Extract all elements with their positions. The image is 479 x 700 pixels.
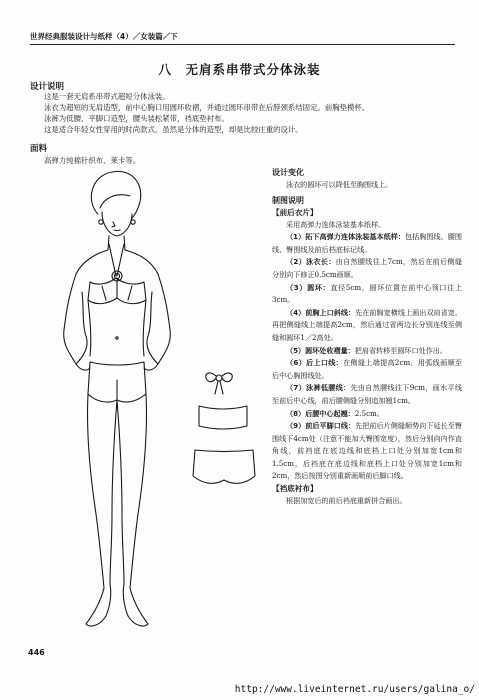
variation-heading: 设计变化 xyxy=(272,168,304,177)
pattern-step: （1）拓下高弹力连体泳装基本纸样：包括胸围线、腰围线、臀围线及前后档底标记线。 xyxy=(272,232,463,254)
watermark-url: http://www.liveinternet.ru/users/galina_o/ xyxy=(234,684,475,695)
top-flat xyxy=(199,406,247,429)
fabric-heading: 面料 xyxy=(30,144,48,154)
fashion-figure-illustration xyxy=(20,158,200,638)
running-header: 世界经典服装设计与纸样（4）／女装篇／下 xyxy=(30,32,178,41)
pattern-step: （4）前胸上口斜线：先在前胸宽横线上画出双肩省宽，再把侧缝线上端提高2cm，然后通过省两边长分别连线至侧缝和圆环1／2高处。 xyxy=(272,307,463,342)
design-note-1: 这是一套无肩系串带式超短分体泳装。 xyxy=(44,92,170,101)
pattern-intro: 采用高弹力连体泳装基本纸样。 xyxy=(286,219,386,229)
chapter-title: 八 无肩系串带式分体泳装 xyxy=(158,62,321,77)
design-notes-heading: 设计说明 xyxy=(30,82,65,92)
pattern-step: （7）泳裤低腰线：先由自然腰线往下9cm，画水平线至前后中心线，前后腰侧缝分别追加翘1cm。 xyxy=(272,383,462,405)
header-rule xyxy=(30,44,455,45)
front-back-heading: 【前后衣片】 xyxy=(272,207,318,217)
ring-icon xyxy=(216,375,222,381)
pattern-heading: 制图说明 xyxy=(272,195,304,205)
pattern-step: （8）后腰中心起翘：2.5cm。 xyxy=(286,408,384,418)
pattern-step: （9）前后平脚口线：先把前后片侧缝顺势向下延长至臀围线下4cm处（注意不能加大臀围宽度），然后分别向内作直角线，前裆底在底边线和底档上口处分别加宽1cm和1.5cm，后裆底在底边线和底档上口处分别加宽1cm和2cm，然后按图分别重新画顺前后脚口线。 xyxy=(272,421,463,481)
design-note-2: 泳衣为超短的无肩造型，前中心胸口用圆环收褶，并通过圆环串带在后脖颈系结固定。前胸垫模杯。 xyxy=(44,103,370,112)
pattern-instructions xyxy=(272,166,462,508)
variation-text: 泳衣的圆环可以降低至胸围线上。 xyxy=(286,180,393,189)
pattern-step: （2）泳衣长：由自然腰线往上7cm，然后在前后侧缝分别向下修正0.5cm画顺。 xyxy=(272,257,462,279)
pattern-step: （3）圆环：直径5cm，圆环位置在前中心领口往上3cm。 xyxy=(272,282,463,305)
design-note-3: 泳裤为低腰、平脚口造型，腰头装松紧带，裆底垫衬布。 xyxy=(44,114,229,123)
crotch-lining-heading: 【裆底衬布】 xyxy=(272,484,318,494)
page-number: 446 xyxy=(28,648,45,657)
pattern-step: （5）圆环处收褶量：把肩省转移至圆环口处作出。 xyxy=(286,345,447,355)
garment-flats-illustration xyxy=(185,360,275,510)
crotch-lining-text: 根据加宽后的前后裆底重新拼合画出。 xyxy=(286,496,407,506)
pattern-step: （6）后上口线：在侧缝上端提高2cm，用弧线画顺至后中心胸围线处。 xyxy=(272,358,462,380)
bottom-flat xyxy=(193,450,255,483)
design-note-4: 这是适合年轻女性穿用的时尚款式，虽然是分体的造型，却是比较庄重的设计。 xyxy=(44,125,303,134)
fabric-text: 高弹力纯棉针织布、莱卡等。 xyxy=(44,156,141,165)
